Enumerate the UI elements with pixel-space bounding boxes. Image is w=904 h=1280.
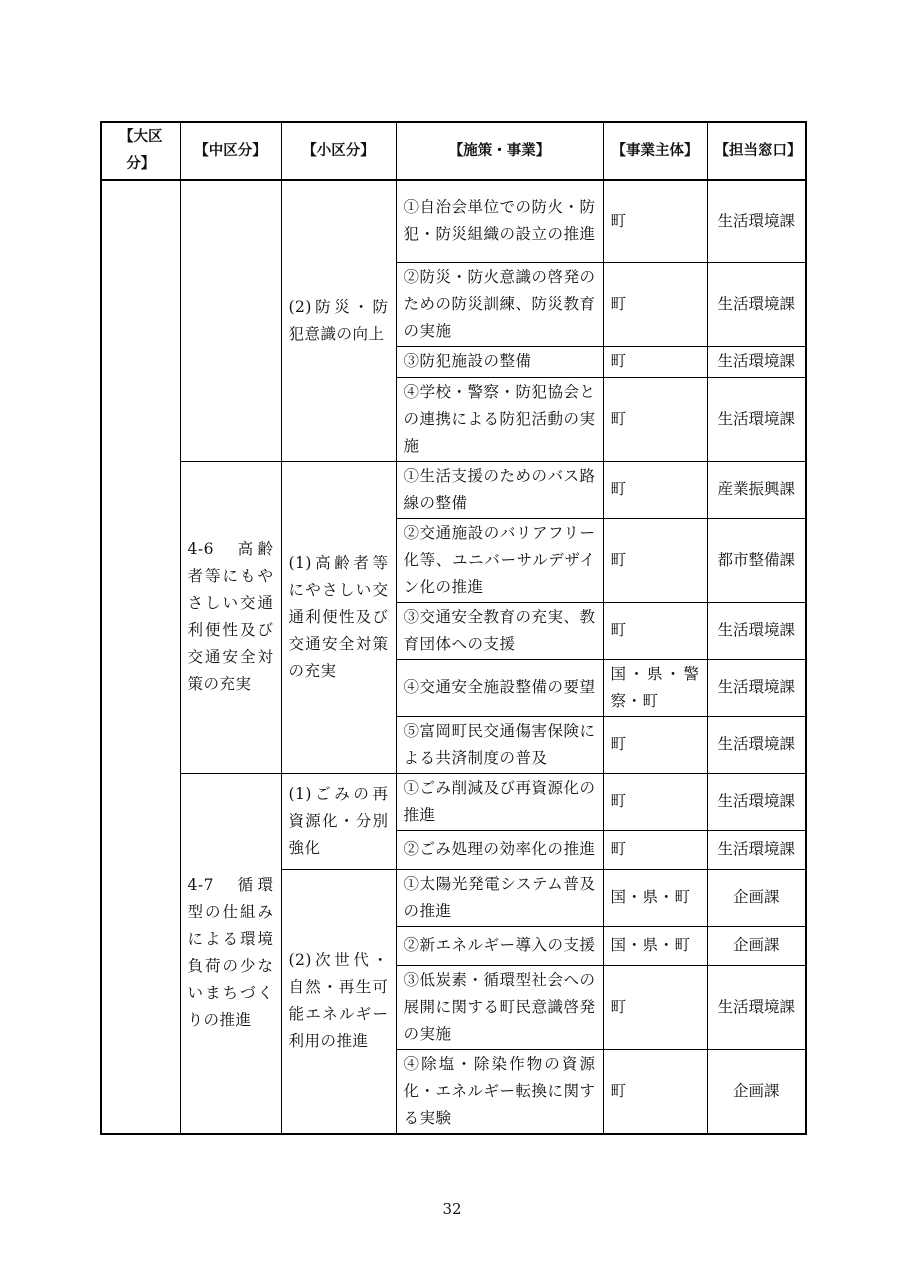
medium-category-cell: 4-7 循環型の仕組みによる環境負荷の少ないまちづくりの推進 — [180, 773, 281, 1134]
measure-cell: ②ごみ処理の効率化の推進 — [396, 830, 603, 869]
table-row — [101, 180, 806, 262]
entity-cell: 国・県・町 — [603, 926, 707, 965]
contact-cell: 企画課 — [707, 869, 806, 926]
measure-cell: ②交通施設のバリアフリー化等、ユニバーサルデザイン化の推進 — [396, 518, 603, 602]
measure-cell: ④除塩・除染作物の資源化・エネルギー転換に関する実験 — [396, 1049, 603, 1134]
policy-table — [100, 121, 807, 1135]
contact-cell: 企画課 — [707, 1049, 806, 1134]
contact-cell: 産業振興課 — [707, 461, 806, 518]
contact-cell: 生活環境課 — [707, 346, 806, 377]
measure-cell: ①太陽光発電システム普及の推進 — [396, 869, 603, 926]
small-category-cell: (2)防災・防犯意識の向上 — [281, 180, 396, 461]
header-entity: 【事業主体】 — [603, 122, 707, 180]
measure-cell: ②新エネルギー導入の支援 — [396, 926, 603, 965]
contact-cell: 生活環境課 — [707, 773, 806, 830]
large-category-cell — [101, 180, 180, 1134]
small-category-cell: (1)ごみの再資源化・分別強化 — [281, 773, 396, 869]
entity-cell: 町 — [603, 716, 707, 773]
contact-cell: 生活環境課 — [707, 180, 806, 262]
header-large-category: 【大区分】 — [101, 122, 180, 180]
small-category-cell: (2)次世代・自然・再生可能エネルギー利用の推進 — [281, 869, 396, 1134]
entity-cell: 町 — [603, 602, 707, 659]
contact-cell: 生活環境課 — [707, 659, 806, 716]
contact-cell: 生活環境課 — [707, 602, 806, 659]
medium-category-cell — [180, 180, 281, 461]
header-contact: 【担当窓口】 — [707, 122, 806, 180]
measure-cell: ①自治会単位での防火・防犯・防災組織の設立の推進 — [396, 180, 603, 262]
entity-cell: 町 — [603, 518, 707, 602]
entity-cell: 町 — [603, 377, 707, 461]
header-medium-category: 【中区分】 — [180, 122, 281, 180]
entity-cell: 町 — [603, 180, 707, 262]
small-category-cell: (1)高齢者等にやさしい交通利便性及び交通安全対策の充実 — [281, 461, 396, 773]
contact-cell: 生活環境課 — [707, 716, 806, 773]
entity-cell: 町 — [603, 461, 707, 518]
entity-cell: 国・県・警察・町 — [603, 659, 707, 716]
header-measure: 【施策・事業】 — [396, 122, 603, 180]
measure-cell: ⑤富岡町民交通傷害保険による共済制度の普及 — [396, 716, 603, 773]
table-row — [101, 461, 806, 518]
contact-cell: 生活環境課 — [707, 377, 806, 461]
measure-cell: ③交通安全教育の充実、教育団体への支援 — [396, 602, 603, 659]
header-small-category: 【小区分】 — [281, 122, 396, 180]
page-number: 32 — [442, 1200, 462, 1218]
measure-cell: ③低炭素・循環型社会への展開に関する町民意識啓発の実施 — [396, 965, 603, 1049]
entity-cell: 町 — [603, 1049, 707, 1134]
medium-category-cell: 4-6 高齢者等にもやさしい交通利便性及び交通安全対策の充実 — [180, 461, 281, 773]
measure-cell: ②防災・防火意識の啓発のための防災訓練、防災教育の実施 — [396, 262, 603, 346]
contact-cell: 生活環境課 — [707, 830, 806, 869]
contact-cell: 都市整備課 — [707, 518, 806, 602]
entity-cell: 町 — [603, 262, 707, 346]
contact-cell: 企画課 — [707, 926, 806, 965]
entity-cell: 町 — [603, 830, 707, 869]
table-row — [101, 773, 806, 830]
contact-cell: 生活環境課 — [707, 965, 806, 1049]
measure-cell: ①ごみ削減及び再資源化の推進 — [396, 773, 603, 830]
measure-cell: ④学校・警察・防犯協会との連携による防犯活動の実施 — [396, 377, 603, 461]
measure-cell: ①生活支援のためのバス路線の整備 — [396, 461, 603, 518]
measure-cell: ④交通安全施設整備の要望 — [396, 659, 603, 716]
entity-cell: 国・県・町 — [603, 869, 707, 926]
header-row — [101, 122, 806, 180]
contact-cell: 生活環境課 — [707, 262, 806, 346]
entity-cell: 町 — [603, 965, 707, 1049]
measure-cell: ③防犯施設の整備 — [396, 346, 603, 377]
entity-cell: 町 — [603, 773, 707, 830]
entity-cell: 町 — [603, 346, 707, 377]
